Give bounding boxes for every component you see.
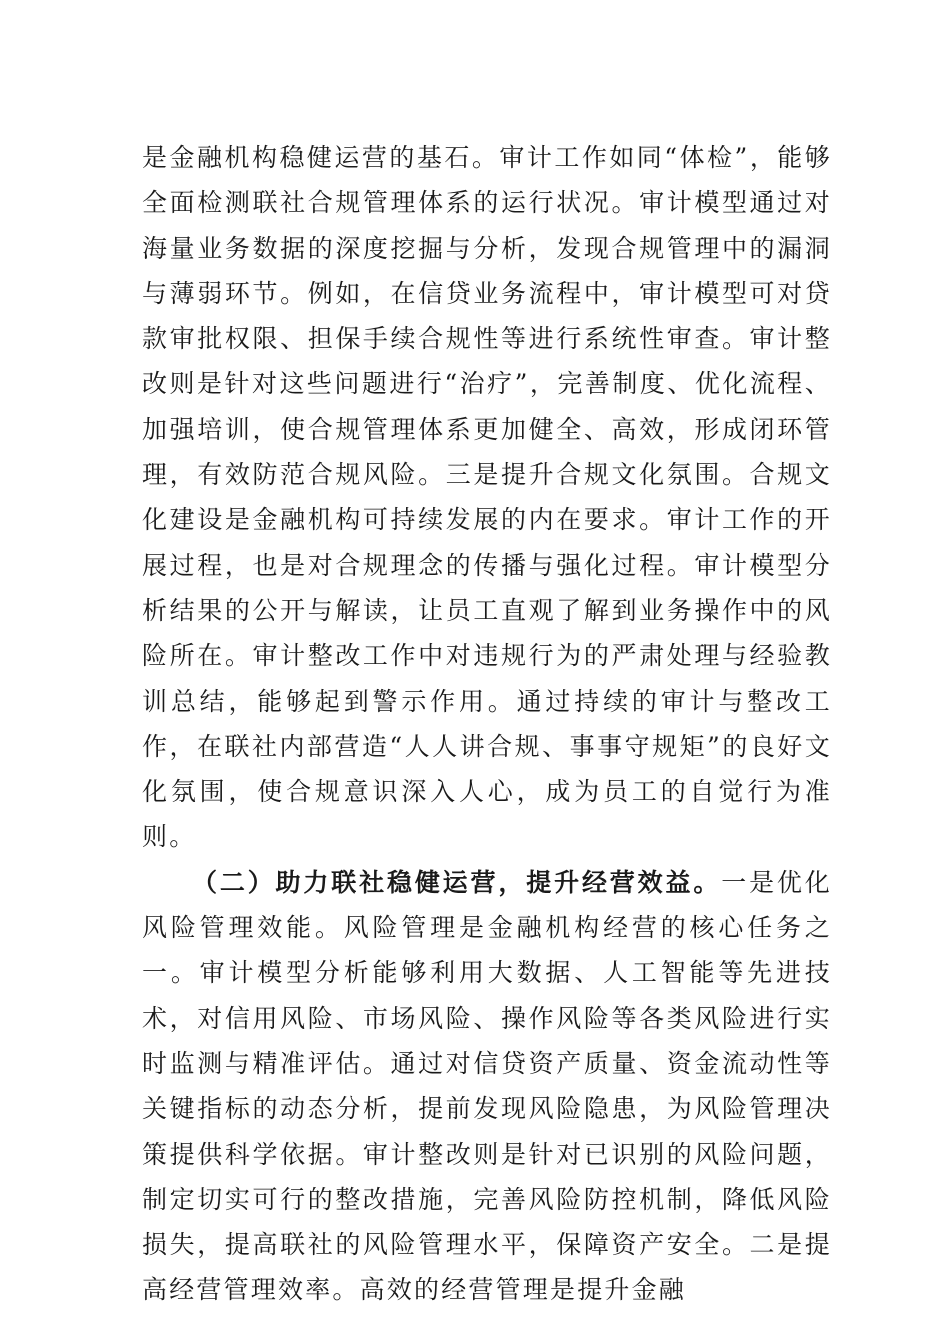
document-body [142,135,832,1313]
paragraph-section-two [142,860,832,1313]
section-heading: （二）助力联社稳健运营，提升经营效益。 [192,867,722,897]
section-body: 一是优化风险管理效能。风险管理是金融机构经营的核心任务之一。审计模型分析能够利用大数据、人工智能等先进技术，对信用风险、市场风险、操作风险等各类风险进行实时监测与精准评估。通过对信贷资产质量、资金流动性等关键指标的动态分析，提前发现风险隐患，为风险管理决策提供科学依据。审计整改则是针对已识别的风险问题，制定切实可行的整改措施，完善风险防控机制，降低风险损失，提高联社的风险管理水平，保障资产安全。二是提高经营管理效率。高效的经营管理是提升金融 [142,867,832,1305]
paragraph-continuation: 是金融机构稳健运营的基石。审计工作如同“体检”，能够全面检测联社合规管理体系的运行状况。审计模型通过对海量业务数据的深度挖掘与分析，发现合规管理中的漏洞与薄弱环节。例如，在信贷业务流程中，审计模型可对贷款审批权限、担保手续合规性等进行系统性审查。审计整改则是针对这些问题进行“治疗”，完善制度、优化流程、加强培训，使合规管理体系更加健全、高效，形成闭环管理，有效防范合规风险。三是提升合规文化氛围。合规文化建设是金融机构可持续发展的内在要求。审计工作的开展过程，也是对合规理念的传播与强化过程。审计模型分析结果的公开与解读，让员工直观了解到业务操作中的风险所在。审计整改工作中对违规行为的严肃处理与经验教训总结，能够起到警示作用。通过持续的审计与整改工作，在联社内部营造“人人讲合规、事事守规矩”的良好文化氛围，使合规意识深入人心，成为员工的自觉行为准则。 [142,143,832,852]
